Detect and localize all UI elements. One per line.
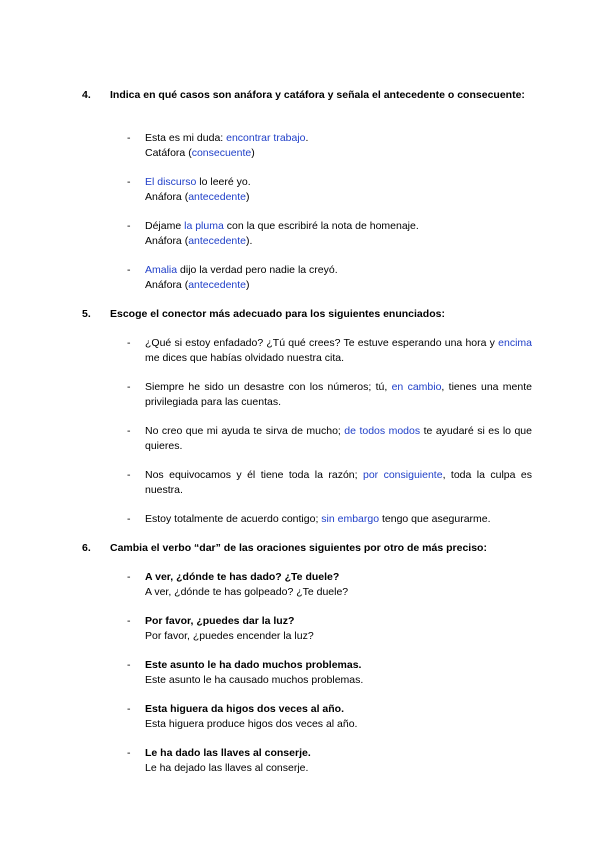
- highlighted-text: encima: [498, 337, 532, 349]
- answer-text: Anáfora (: [145, 279, 189, 291]
- item-text: Déjame: [145, 220, 185, 232]
- item-text: ¿Qué si estoy enfadado? ¿Tú qué crees? Te estuve esperando una hora y: [145, 337, 499, 349]
- list-dash: -: [127, 337, 131, 349]
- highlighted-text: en cambio: [391, 381, 442, 393]
- item-text: te ayudaré si es lo que quieres.: [145, 425, 532, 452]
- answer-text: Le ha dejado las llaves al conserje.: [145, 762, 309, 774]
- answer-text: Por favor, ¿puedes encender la luz?: [145, 630, 314, 642]
- list-dash: -: [127, 615, 131, 627]
- question-number: 5.: [82, 308, 91, 320]
- list-dash: -: [127, 132, 131, 144]
- answer-text: A ver, ¿dónde te has golpeado? ¿Te duele?: [145, 586, 349, 598]
- highlighted-text: sin embargo: [321, 513, 380, 525]
- list-dash: -: [127, 571, 131, 583]
- item-text: Nos equivocamos y él tiene toda la razón;: [145, 469, 363, 481]
- item-text: Siempre he sido un desastre con los números; tú,: [145, 381, 392, 393]
- list-dash: -: [127, 703, 131, 715]
- answer-text: Anáfora (: [145, 191, 189, 203]
- list-dash: -: [127, 381, 131, 393]
- item-text: lo leeré yo.: [196, 176, 251, 188]
- item-text: dijo la verdad pero nadie la creyó.: [177, 264, 338, 276]
- original-sentence: Le ha dado las llaves al conserje.: [145, 747, 311, 759]
- item-text: No creo que mi ayuda te sirva de mucho;: [145, 425, 345, 437]
- list-dash: -: [127, 469, 131, 481]
- item-text: tengo que asegurarme.: [379, 513, 491, 525]
- original-sentence: Esta higuera da higos dos veces al año.: [145, 703, 344, 715]
- original-sentence: Por favor, ¿puedes dar la luz?: [145, 615, 295, 627]
- original-sentence: A ver, ¿dónde te has dado? ¿Te duele?: [145, 571, 340, 583]
- item-text: , toda la culpa es nuestra.: [145, 469, 533, 496]
- highlighted-text: de todos modos: [344, 425, 421, 437]
- item-text: Estoy totalmente de acuerdo contigo;: [145, 513, 322, 525]
- item-text: con la que escribiré la nota de homenaje.: [223, 220, 419, 232]
- highlighted-text: consecuente: [191, 147, 252, 159]
- highlighted-text: antecedente: [188, 235, 247, 247]
- answer-text: Esta higuera produce higos dos veces al año.: [145, 718, 358, 730]
- item-text: Esta es mi duda:: [145, 132, 227, 144]
- list-dash: -: [127, 425, 131, 437]
- list-dash: -: [127, 176, 131, 188]
- highlighted-text: la pluma: [184, 220, 224, 232]
- list-dash: -: [127, 747, 131, 759]
- original-sentence: Este asunto le ha dado muchos problemas.: [145, 659, 362, 671]
- highlighted-text: por consiguiente: [362, 469, 443, 481]
- answer-text: Anáfora (: [145, 235, 189, 247]
- highlighted-text: encontrar trabajo: [226, 132, 306, 144]
- answer-text: ): [246, 191, 250, 203]
- highlighted-text: antecedente: [188, 191, 247, 203]
- highlighted-text: Amalia: [145, 264, 178, 276]
- item-text: , tienes una mente privilegiada para las cuentas.: [145, 381, 532, 408]
- question-number: 6.: [82, 542, 91, 554]
- list-dash: -: [127, 264, 131, 276]
- item-text: .: [305, 132, 309, 144]
- answer-text: ): [251, 147, 255, 159]
- answer-text: Este asunto le ha causado muchos problemas.: [145, 674, 364, 686]
- list-dash: -: [127, 659, 131, 671]
- list-dash: -: [127, 513, 131, 525]
- answer-text: ): [246, 279, 250, 291]
- highlighted-text: El discurso: [145, 176, 197, 188]
- answer-text: ).: [246, 235, 253, 247]
- list-dash: -: [127, 220, 131, 232]
- question-title: Cambia el verbo “dar” de las oraciones siguientes por otro de más preciso:: [110, 542, 487, 554]
- item-text: me dices que habías olvidado nuestra cita.: [145, 352, 345, 364]
- question-title: Indica en qué casos son anáfora y catáfora y señala el antecedente o consecuente:: [110, 89, 525, 101]
- question-number: 4.: [82, 89, 91, 101]
- highlighted-text: antecedente: [188, 279, 247, 291]
- answer-text: Catáfora (: [145, 147, 192, 159]
- question-title: Escoge el conector más adecuado para los siguientes enunciados:: [110, 308, 445, 320]
